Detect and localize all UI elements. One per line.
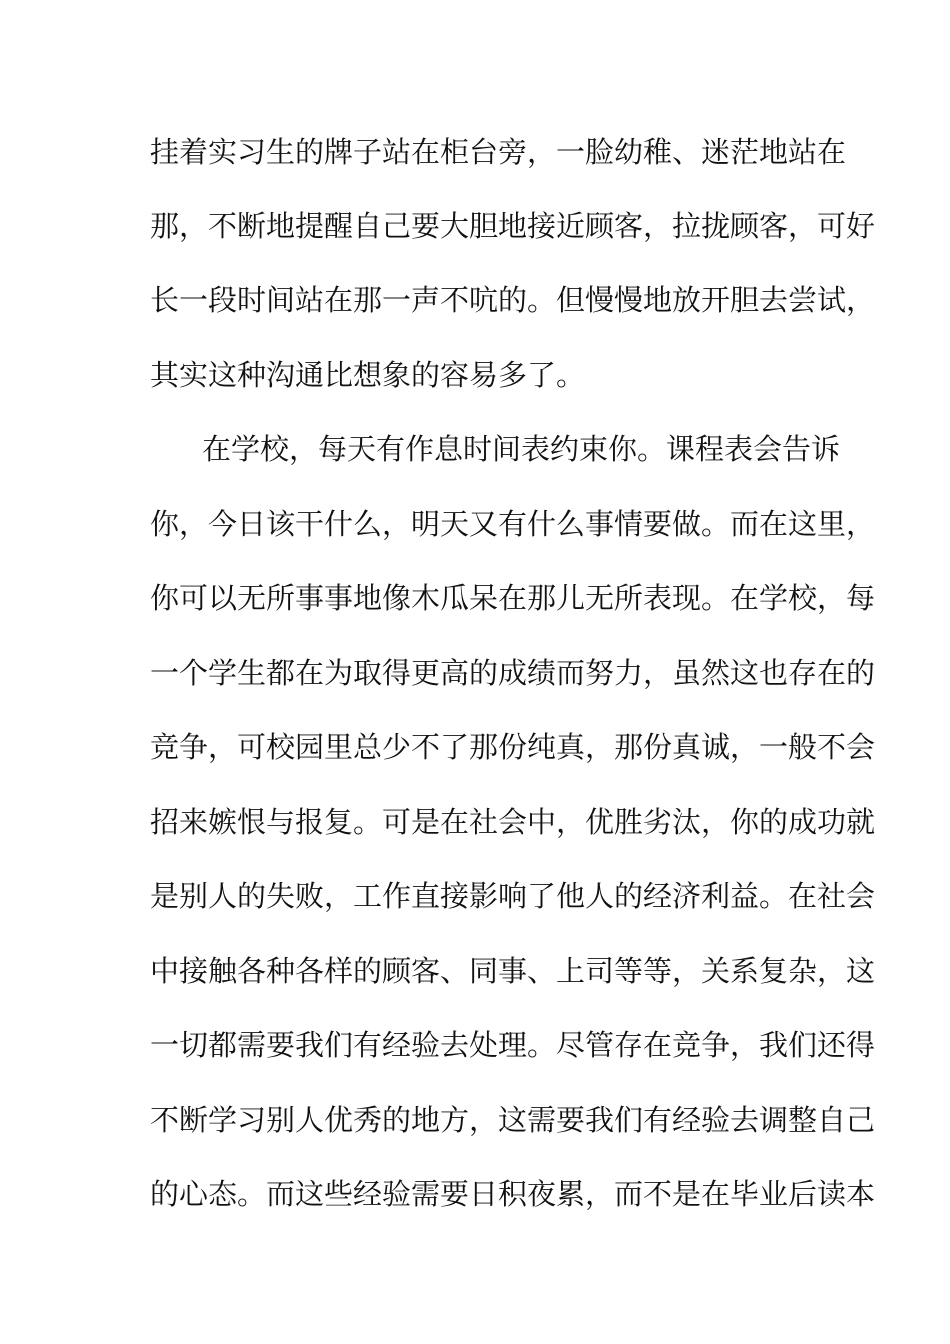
text-line: 一个学生都在为取得更高的成绩而努力，虽然这也存在的 (150, 656, 876, 690)
text-line: 不断学习别人优秀的地方，这需要我们有经验去调整自己 (150, 1103, 876, 1137)
text-line: 的心态。而这些经验需要日积夜累，而不是在毕业后读本 (150, 1177, 876, 1211)
text-line: 其实这种沟通比想象的容易多了。 (150, 358, 586, 392)
text-line: 挂着实习生的牌子站在柜台旁，一脸幼稚、迷茫地站在 (150, 135, 847, 169)
text-line: 竞争，可校园里总少不了那份纯真，那份真诚，一般不会 (150, 730, 876, 764)
text-line: 是别人的失败，工作直接影响了他人的经济利益。在社会 (150, 879, 876, 913)
text-line: 长一段时间站在那一声不吭的。但慢慢地放开胆去尝试， (150, 283, 876, 317)
text-line: 中接触各种各样的顾客、同事、上司等等，关系复杂，这 (150, 954, 876, 988)
text-line: 那，不断地提醒自己要大胆地接近顾客，拉拢顾客，可好 (150, 209, 876, 243)
text-line: 招来嫉恨与报复。可是在社会中，优胜劣汰，你的成功就 (150, 805, 876, 839)
text-line: 在学校，每天有作息时间表约束你。课程表会告诉 (202, 432, 841, 466)
text-line: 你可以无所事事地像木瓜呆在那儿无所表现。在学校，每 (150, 581, 876, 615)
text-line: 一切都需要我们有经验去处理。尽管存在竞争，我们还得 (150, 1028, 876, 1062)
text-line: 你，今日该干什么，明天又有什么事情要做。而在这里， (150, 507, 876, 541)
